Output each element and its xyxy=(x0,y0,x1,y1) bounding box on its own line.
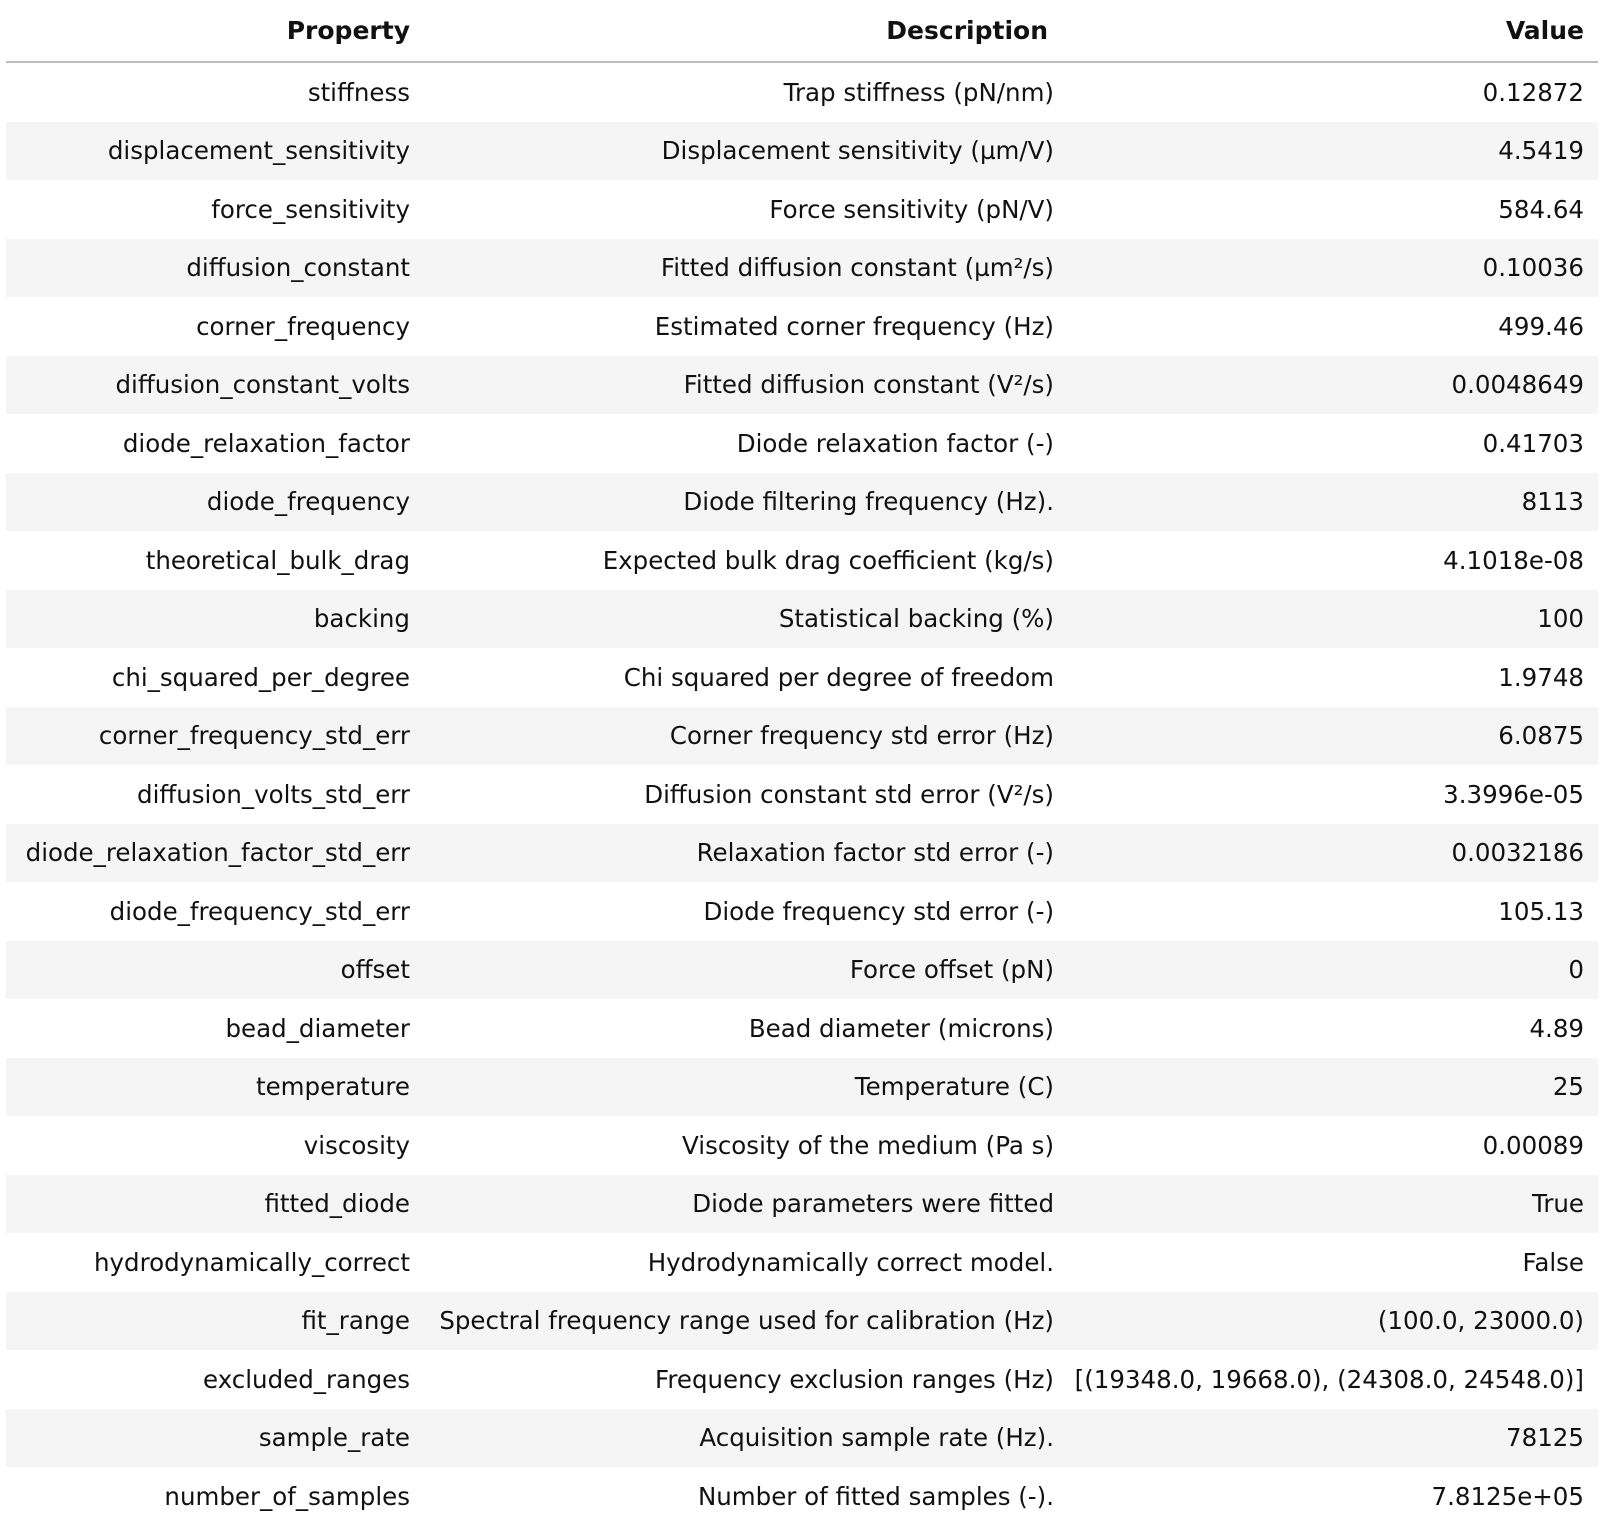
cell-property: diffusion_volts_std_err xyxy=(137,779,410,809)
cell-value: True xyxy=(1531,1189,1584,1219)
table-row xyxy=(6,62,1598,122)
cell-property: stiffness xyxy=(307,77,410,107)
cell-description: Diode relaxation factor (-) xyxy=(736,428,1054,458)
table-row xyxy=(6,1409,1598,1468)
cell-description: Acquisition sample rate (Hz). xyxy=(699,1423,1054,1453)
table-row xyxy=(6,239,1598,298)
table-row xyxy=(6,1175,1598,1234)
table-row xyxy=(6,1467,1598,1526)
table-row xyxy=(6,1350,1598,1409)
cell-property: chi_squared_per_degree xyxy=(111,662,410,692)
cell-description: Bead diameter (microns) xyxy=(748,1013,1054,1043)
cell-value: 6.0875 xyxy=(1498,721,1584,751)
table-row xyxy=(6,1058,1598,1117)
cell-property: viscosity xyxy=(303,1130,410,1160)
cell-value: 1.9748 xyxy=(1498,662,1584,692)
cell-property: corner_frequency_std_err xyxy=(98,721,410,751)
cell-value: 0.0048649 xyxy=(1451,370,1584,400)
cell-description: Force offset (pN) xyxy=(849,955,1054,985)
table-row xyxy=(6,999,1598,1058)
table-row xyxy=(6,356,1598,415)
cell-property: diffusion_constant_volts xyxy=(115,370,410,400)
cell-property: theoretical_bulk_drag xyxy=(145,545,410,575)
cell-description: Force sensitivity (pN/V) xyxy=(769,194,1054,224)
calibration-table xyxy=(6,0,1598,1526)
table-header-row xyxy=(6,0,1598,62)
table-row xyxy=(6,941,1598,1000)
table-row xyxy=(6,882,1598,941)
cell-property: diode_frequency xyxy=(206,487,410,517)
cell-property: displacement_sensitivity xyxy=(107,136,410,166)
cell-description: Statistical backing (%) xyxy=(778,604,1054,634)
cell-value: 7.8125e+05 xyxy=(1431,1481,1584,1511)
header-property: Property xyxy=(6,0,424,62)
cell-value: 8113 xyxy=(1521,487,1584,517)
table-row xyxy=(6,824,1598,883)
cell-property: backing xyxy=(313,604,410,634)
table-row xyxy=(6,1116,1598,1175)
cell-value: 100 xyxy=(1537,604,1584,634)
cell-value: 0.00089 xyxy=(1482,1130,1584,1160)
table-row xyxy=(6,1292,1598,1351)
cell-description: Displacement sensitivity (µm/V) xyxy=(661,136,1054,166)
cell-value: 25 xyxy=(1552,1072,1584,1102)
calibration-table-container xyxy=(6,0,1598,1526)
cell-description: Temperature (C) xyxy=(854,1072,1054,1102)
cell-property: fit_range xyxy=(301,1306,410,1336)
cell-property: bead_diameter xyxy=(225,1013,410,1043)
cell-value: 584.64 xyxy=(1498,194,1584,224)
cell-property: temperature xyxy=(256,1072,410,1102)
cell-value: 4.1018e-08 xyxy=(1443,545,1584,575)
cell-description: Diffusion constant std error (V²/s) xyxy=(644,779,1054,809)
cell-property: diffusion_constant xyxy=(186,253,410,283)
table-row xyxy=(6,765,1598,824)
header-value: Value xyxy=(1062,0,1598,62)
cell-description: Fitted diffusion constant (µm²/s) xyxy=(660,253,1054,283)
table-row xyxy=(6,297,1598,356)
cell-value: 0.41703 xyxy=(1482,428,1584,458)
cell-property: diode_relaxation_factor_std_err xyxy=(25,838,410,868)
cell-value: 4.5419 xyxy=(1498,136,1584,166)
cell-description: Viscosity of the medium (Pa s) xyxy=(682,1130,1054,1160)
cell-property: fitted_diode xyxy=(264,1189,410,1219)
table-row xyxy=(6,180,1598,239)
cell-description: Trap stiffness (pN/nm) xyxy=(783,77,1054,107)
table-header xyxy=(6,0,1598,62)
cell-description: Corner frequency std error (Hz) xyxy=(669,721,1054,751)
cell-property: offset xyxy=(340,955,410,985)
cell-property: diode_frequency_std_err xyxy=(109,896,410,926)
header-description: Description xyxy=(424,0,1062,62)
cell-property: sample_rate xyxy=(258,1423,410,1453)
cell-value: [(19348.0, 19668.0), (24308.0, 24548.0)] xyxy=(1074,1364,1584,1394)
cell-value: (100.0, 23000.0) xyxy=(1377,1306,1584,1336)
cell-description: Expected bulk drag coefficient (kg/s) xyxy=(602,545,1054,575)
cell-description: Diode parameters were fitted xyxy=(692,1189,1054,1219)
cell-description: Hydrodynamically correct model. xyxy=(647,1247,1054,1277)
cell-value: 0.10036 xyxy=(1482,253,1584,283)
cell-description: Chi squared per degree of freedom xyxy=(623,662,1054,692)
cell-value: 0.12872 xyxy=(1482,77,1584,107)
cell-property: number_of_samples xyxy=(164,1481,410,1511)
cell-description: Spectral frequency range used for calibration (Hz) xyxy=(439,1306,1054,1336)
cell-value: 78125 xyxy=(1506,1423,1584,1453)
table-row xyxy=(6,707,1598,766)
cell-value: 105.13 xyxy=(1498,896,1584,926)
cell-property: diode_relaxation_factor xyxy=(122,428,410,458)
table-row xyxy=(6,122,1598,181)
cell-value: 499.46 xyxy=(1498,311,1584,341)
cell-description: Frequency exclusion ranges (Hz) xyxy=(655,1364,1054,1394)
cell-value: 3.3996e-05 xyxy=(1443,779,1584,809)
cell-value: 0.0032186 xyxy=(1451,838,1584,868)
cell-value: False xyxy=(1522,1247,1584,1277)
cell-description: Estimated corner frequency (Hz) xyxy=(654,311,1054,341)
table-row xyxy=(6,648,1598,707)
cell-property: hydrodynamically_correct xyxy=(94,1247,410,1277)
cell-description: Fitted diffusion constant (V²/s) xyxy=(683,370,1054,400)
cell-property: corner_frequency xyxy=(196,311,410,341)
table-row xyxy=(6,531,1598,590)
table-row xyxy=(6,590,1598,649)
cell-value: 4.89 xyxy=(1529,1013,1584,1043)
table-row xyxy=(6,414,1598,473)
cell-description: Diode frequency std error (-) xyxy=(703,896,1054,926)
cell-description: Diode filtering frequency (Hz). xyxy=(683,487,1054,517)
cell-property: excluded_ranges xyxy=(203,1364,410,1394)
cell-description: Relaxation factor std error (-) xyxy=(696,838,1054,868)
cell-value: 0 xyxy=(1568,955,1584,985)
table-row xyxy=(6,1233,1598,1292)
table-row xyxy=(6,473,1598,532)
table-body xyxy=(6,62,1598,1526)
cell-description: Number of fitted samples (-). xyxy=(697,1481,1054,1511)
cell-property: force_sensitivity xyxy=(211,194,410,224)
